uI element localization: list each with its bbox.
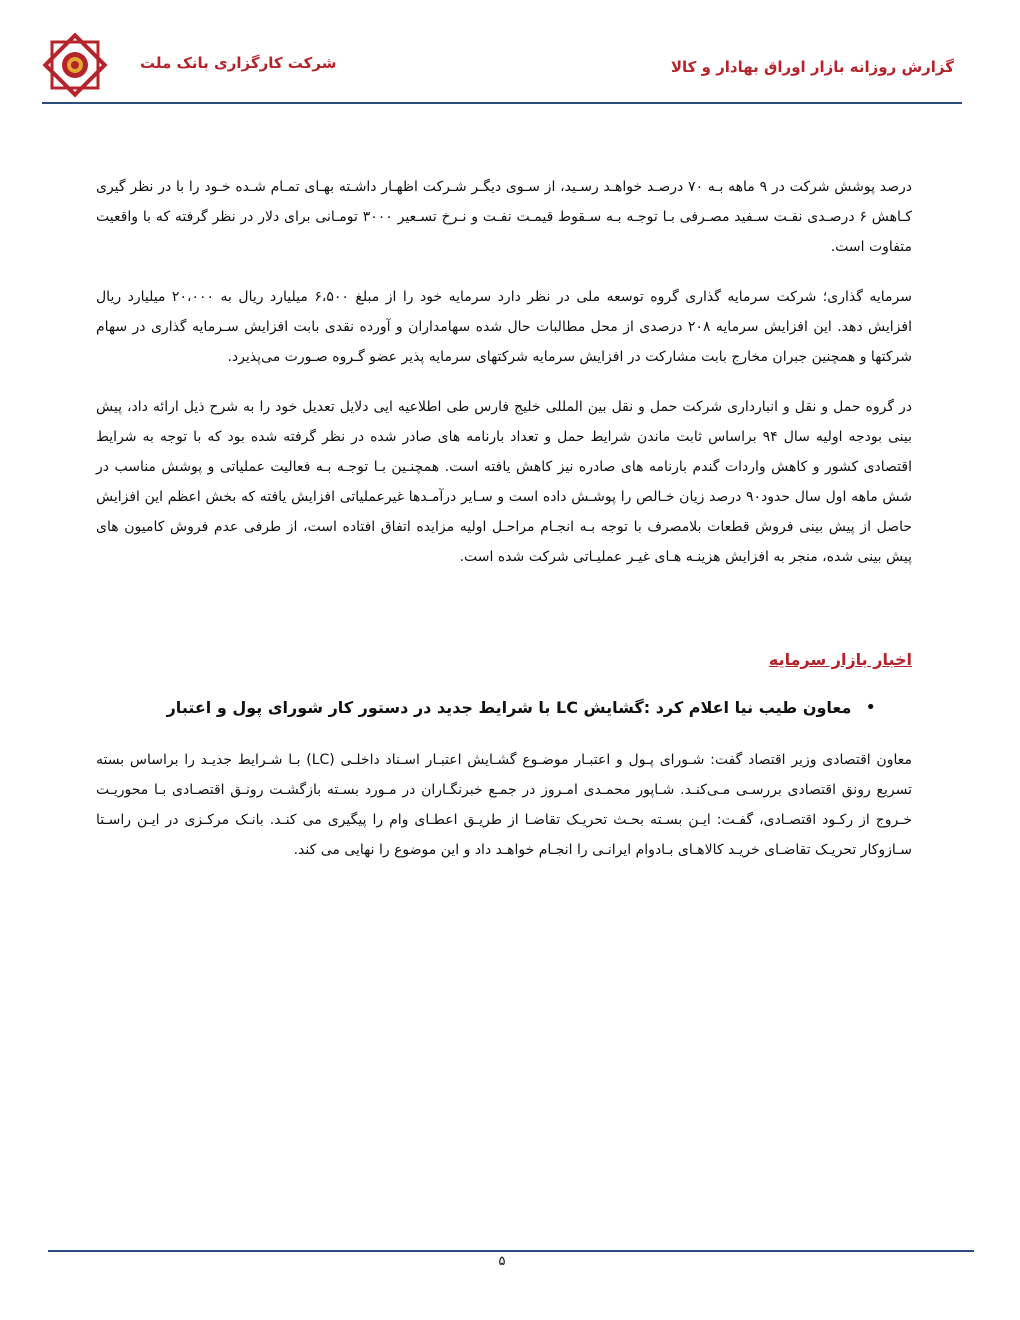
page-content (96, 172, 912, 885)
page-header (0, 0, 1020, 106)
report-title: گزارش روزانه بازار اوراق بهادار و کالا (670, 58, 954, 76)
company-name: شرکت کارگزاری بانک ملت (140, 54, 337, 72)
paragraph-coverage: درصد پوشش شرکت در ۹ ماهه بـه ۷۰ درصـد خواهـد رسـید، از سـوی دیگـر شـرکت اظهـار داشـته بهـای تمـام شـده خـود را با در نظر گیری کـاهش ۶ درصـدی نفـت سـفید مصـرفی بـا توجـه بـه سـقوط قیمـت نفـت و نـرخ تسـعیر ۳۰۰۰ تومـانی برای دلار در نظر گرفته که با واقعیت متفاوت است. (96, 179, 913, 255)
footer-divider (48, 1250, 974, 1252)
paragraph-capital-increase: سرمایه گذاری؛ شرکت سرمایه گذاری گروه توسعه ملی در نظر دارد سرمایه خود را از مبلغ ۶،۵۰۰ میلیارد ریال به ۲۰،۰۰۰ میلیارد ریال افزایش دهد. این افزایش سرمایه ۲۰۸ درصدی از محل مطالبات حال شده سهامداران و آورده نقدی بابت افزایش سـرمایه گذاری در سهام شرکتها و همچنین جبران مخارج بابت مشارکت در افزایش سرمایه شرکتهای سرمایه پذیر عضو گـروه صـورت می‌پذیرد. (96, 289, 912, 365)
header-divider (42, 102, 962, 104)
news-title: معاون طیب نیا اعلام کرد :گشایش LC با شرایط جدید در دستور کار شورای پول و اعتبار (166, 698, 852, 717)
page-number: ۵ (498, 1254, 506, 1269)
news-headline (96, 695, 912, 721)
bullet-icon: • (865, 697, 876, 718)
news-body: معاون اقتصادی وزیر اقتصاد گفت: شـورای پـول و اعتبـار موضـوع گشـایش اعتبـار اسـناد داخلـی (LC) بـا شـرایط جدیـد را براساس بسته تسریع رونق اقتصادی بررسـی مـی‌کنـد. شـاپور محمـدی امـروز در جمـع خبرنگـاران در مـورد بسـته بازگشـت رونـق اقتصـادی بـا محوریـت خـروج از رکـود اقتصـادی، گفـت: ایـن بسـته بحـث تحریـک تقاضـا از طریـق اعطـای وام را پیگیری می کنـد. بانـک مرکـزی در ایـن راسـتا سـازوکار تحریـک تقاضـای خریـد کالاهـای بـادوام ایرانـی را انجـام خواهـد داد و این موضوع را نهایی می کند. (96, 752, 912, 858)
section-heading: اخبار بازار سرمایه (768, 650, 912, 669)
paragraph-transport: در گروه حمل و نقل و انبارداری شرکت حمل و نقل بین المللی خلیج فارس طی اطلاعیه ایی دلایل تعدیل خود را به شرح ذیل ارائه داد، پیش بینی بودجه اولیه سال ۹۴ براساس ثابت ماندن شرایط حمل و تعداد بارنامه های صادر شده در نظر گرفته شده بود که با توجه به شرایط اقتصادی کشور و کاهش واردات گندم بارنامه های صادره نیز کاهش یافته است. همچنـین بـا توجـه بـه فعالیت عملیاتی و پوشش مناسب در شش ماهه اول سال حدود۹۰ درصد زیان خـالص را پوشـش داده است و سـایر درآمـدها غیرعملیاتی افزایش یافته که بخش اعظم این افزایش حاصل از پیش بینی فروش قطعات بلامصرف با توجه بـه انجـام مراحـل اولیه مزایده اتفاق افتاده است، از طرفی عدم فروش کامیون های پیش بینی شده، منجر به افزایش هزینـه هـای غیـر عملیـاتی شرکت شده است. (96, 399, 912, 565)
logo-graphic (40, 30, 110, 100)
bank-mellat-logo-icon (40, 30, 110, 100)
